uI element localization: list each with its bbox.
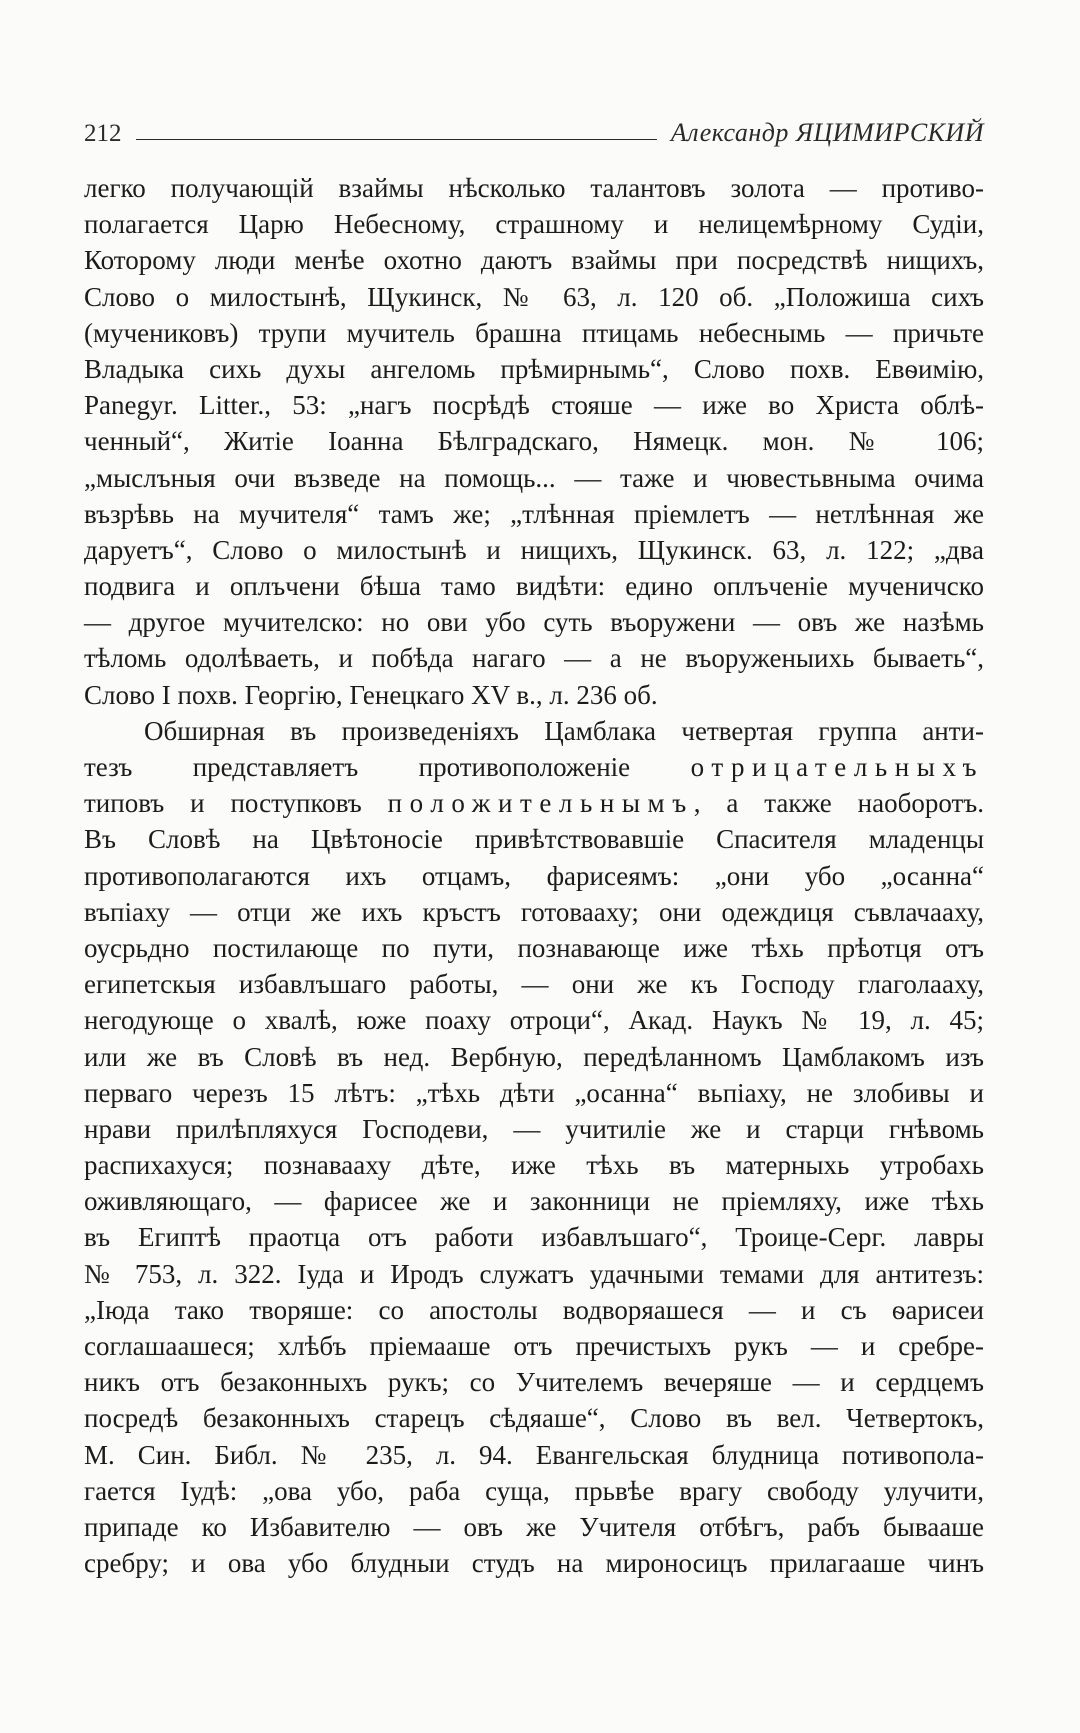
text-line: оусрьдно постилающе по пути, познавающе иже тѣхь прѣотця отъ (84, 932, 984, 963)
text-line: въ Египтѣ праотца отъ работи избавлъшаго“, Троице-Серг. лавры (84, 1222, 984, 1253)
spaced-emphasis: положительнымъ (387, 788, 694, 819)
text-line: оживляющаго, — фарисее же и законници не пріемляху, иже тѣхь (84, 1186, 984, 1217)
text-line: „мыслъныя очи възведе на помощь... — таже и чювестьвныма очима (84, 462, 984, 493)
running-head (84, 108, 984, 148)
text-segment: тезъ представляетъ противоположеніе (84, 752, 691, 782)
text-line: никъ отъ безаконныхъ рукъ; со Учителемъ вечеряше — и сердцемъ (84, 1367, 984, 1398)
text-line: посредѣ безаконныхъ старецъ сѣдяаше“, Слово въ вел. Четвертокъ, (84, 1403, 984, 1434)
text-line: распихахуся; познавааху дѣте, иже тѣхь въ матерныхь утробахь (84, 1150, 984, 1181)
text-line: Panegyr. Litter., 53: „нагъ посрѣдѣ стояше — иже во Христа облѣ- (84, 390, 984, 421)
page-number: 212 (84, 120, 122, 147)
text-line: перваго черезъ 15 лѣтъ: „тѣхь дѣти „осанна“ вьпіаху, не злобивы и (84, 1077, 984, 1108)
text-line: М. Син. Библ. № 235, л. 94. Евангельская блудница потивопола- (84, 1439, 984, 1470)
text-line: Слово о милостынѣ, Щукинск, № 63, л. 120 об. „Положиша сихъ (84, 281, 984, 312)
text-line: (мучениковъ) трупи мучитель брашна птицамь небеснымь — причьте (84, 317, 984, 348)
text-line: подвига и оплъчени бѣша тамо видѣти: едино оплъченіе мученичско (84, 571, 984, 602)
text-line: Которому люди менѣе охотно даютъ взаймы при посредствѣ нищихъ, (84, 245, 984, 276)
text-segment: типовъ и поступковъ (84, 788, 388, 819)
text-line: Слово I похв. Георгію, Генецкаго XV в., л. 236 об. (84, 679, 658, 710)
text-line (84, 749, 984, 785)
text-line: Владыка сихь духы ангеломь прѣмирнымь“, Слово похв. Евѳимію, (84, 353, 984, 384)
text-line: № 753, л. 322. Іуда и Иродъ служатъ удачными темами для антитезъ: (84, 1258, 984, 1289)
text-line: негодующе о хвалѣ, юже поаху отроци“, Акад. Наукъ № 19, л. 45; (84, 1005, 984, 1036)
text-line: легко получающій взаймы нѣсколько талантовъ золота — противо- (84, 173, 984, 203)
text-line: — другое мучителско: но ови убо суть въоружени — овъ же назѣмь (84, 607, 984, 638)
text-line: противополагаются ихъ отцамъ, фарисеямъ: „они убо „осанна“ (84, 860, 984, 891)
text-line: възрѣвь на мучителя“ тамъ же; „тлѣнная пріемлетъ — нетлѣнная же (84, 498, 984, 529)
text-line: даруетъ“, Слово о милостынѣ и нищихъ, Щукинск. 63, л. 122; „два (84, 534, 984, 565)
text-line: гается Іудѣ: „ова убо, раба суща, прьвѣе врагу свободу улучити, (84, 1475, 984, 1506)
text-line: Въ Словѣ на Цвѣтоносіе привѣтствовавшіе Спасителя младенцы (84, 824, 984, 855)
text-line: тѣломь одолѣваеть, и побѣда нагаго — а не въоруженыихь бываеть“, (84, 643, 984, 674)
spaced-emphasis: отрицательныхъ (690, 752, 984, 782)
text-line: сребру; и ова убо блудныи студъ на мироносицъ прилагааше чинъ (84, 1548, 984, 1579)
text-line (84, 785, 984, 821)
text-line: ченный“, Житіе Іоанна Бѣлградскаго, Нямецк. мон. № 106; (84, 426, 984, 457)
text-line: или же въ Словѣ въ нед. Вербную, передѣланномъ Цамблакомъ изъ (84, 1041, 984, 1072)
text-line: припаде ко Избавителю — овъ же Учителя отбѣгъ, рабъ бывааше (84, 1511, 984, 1542)
text-line: „Іюда тако творяше: со апостолы водворяашеся — и съ ѳарисеи (84, 1294, 984, 1325)
body-text (84, 170, 984, 1581)
text-line: нрави прилѣпляхуся Господеви, — учитиліе же и старци гнѣвомь (84, 1113, 984, 1144)
text-line: въпіаху — отци же ихъ кръстъ готовааху; они одеждиця съвлачааху, (84, 896, 984, 927)
text-line: полагается Царю Небесному, страшному и нелицемѣрному Судіи, (84, 209, 984, 240)
text-line: египетскыя избавлъшаго работы, — они же къ Господу глаголааху, (84, 969, 984, 1000)
text-line: Обширная въ произведеніяхъ Цамблака четвертая группа анти- (144, 715, 984, 746)
text-segment: , а также наоборотъ. (693, 788, 984, 819)
text-line: соглашаашеся; хлѣбъ пріемааше отъ пречистыхъ рукъ — и сребре- (84, 1331, 984, 1361)
header-rule (136, 139, 657, 140)
running-head-author: Александр ЯЦИМИРСКИЙ (670, 118, 984, 147)
